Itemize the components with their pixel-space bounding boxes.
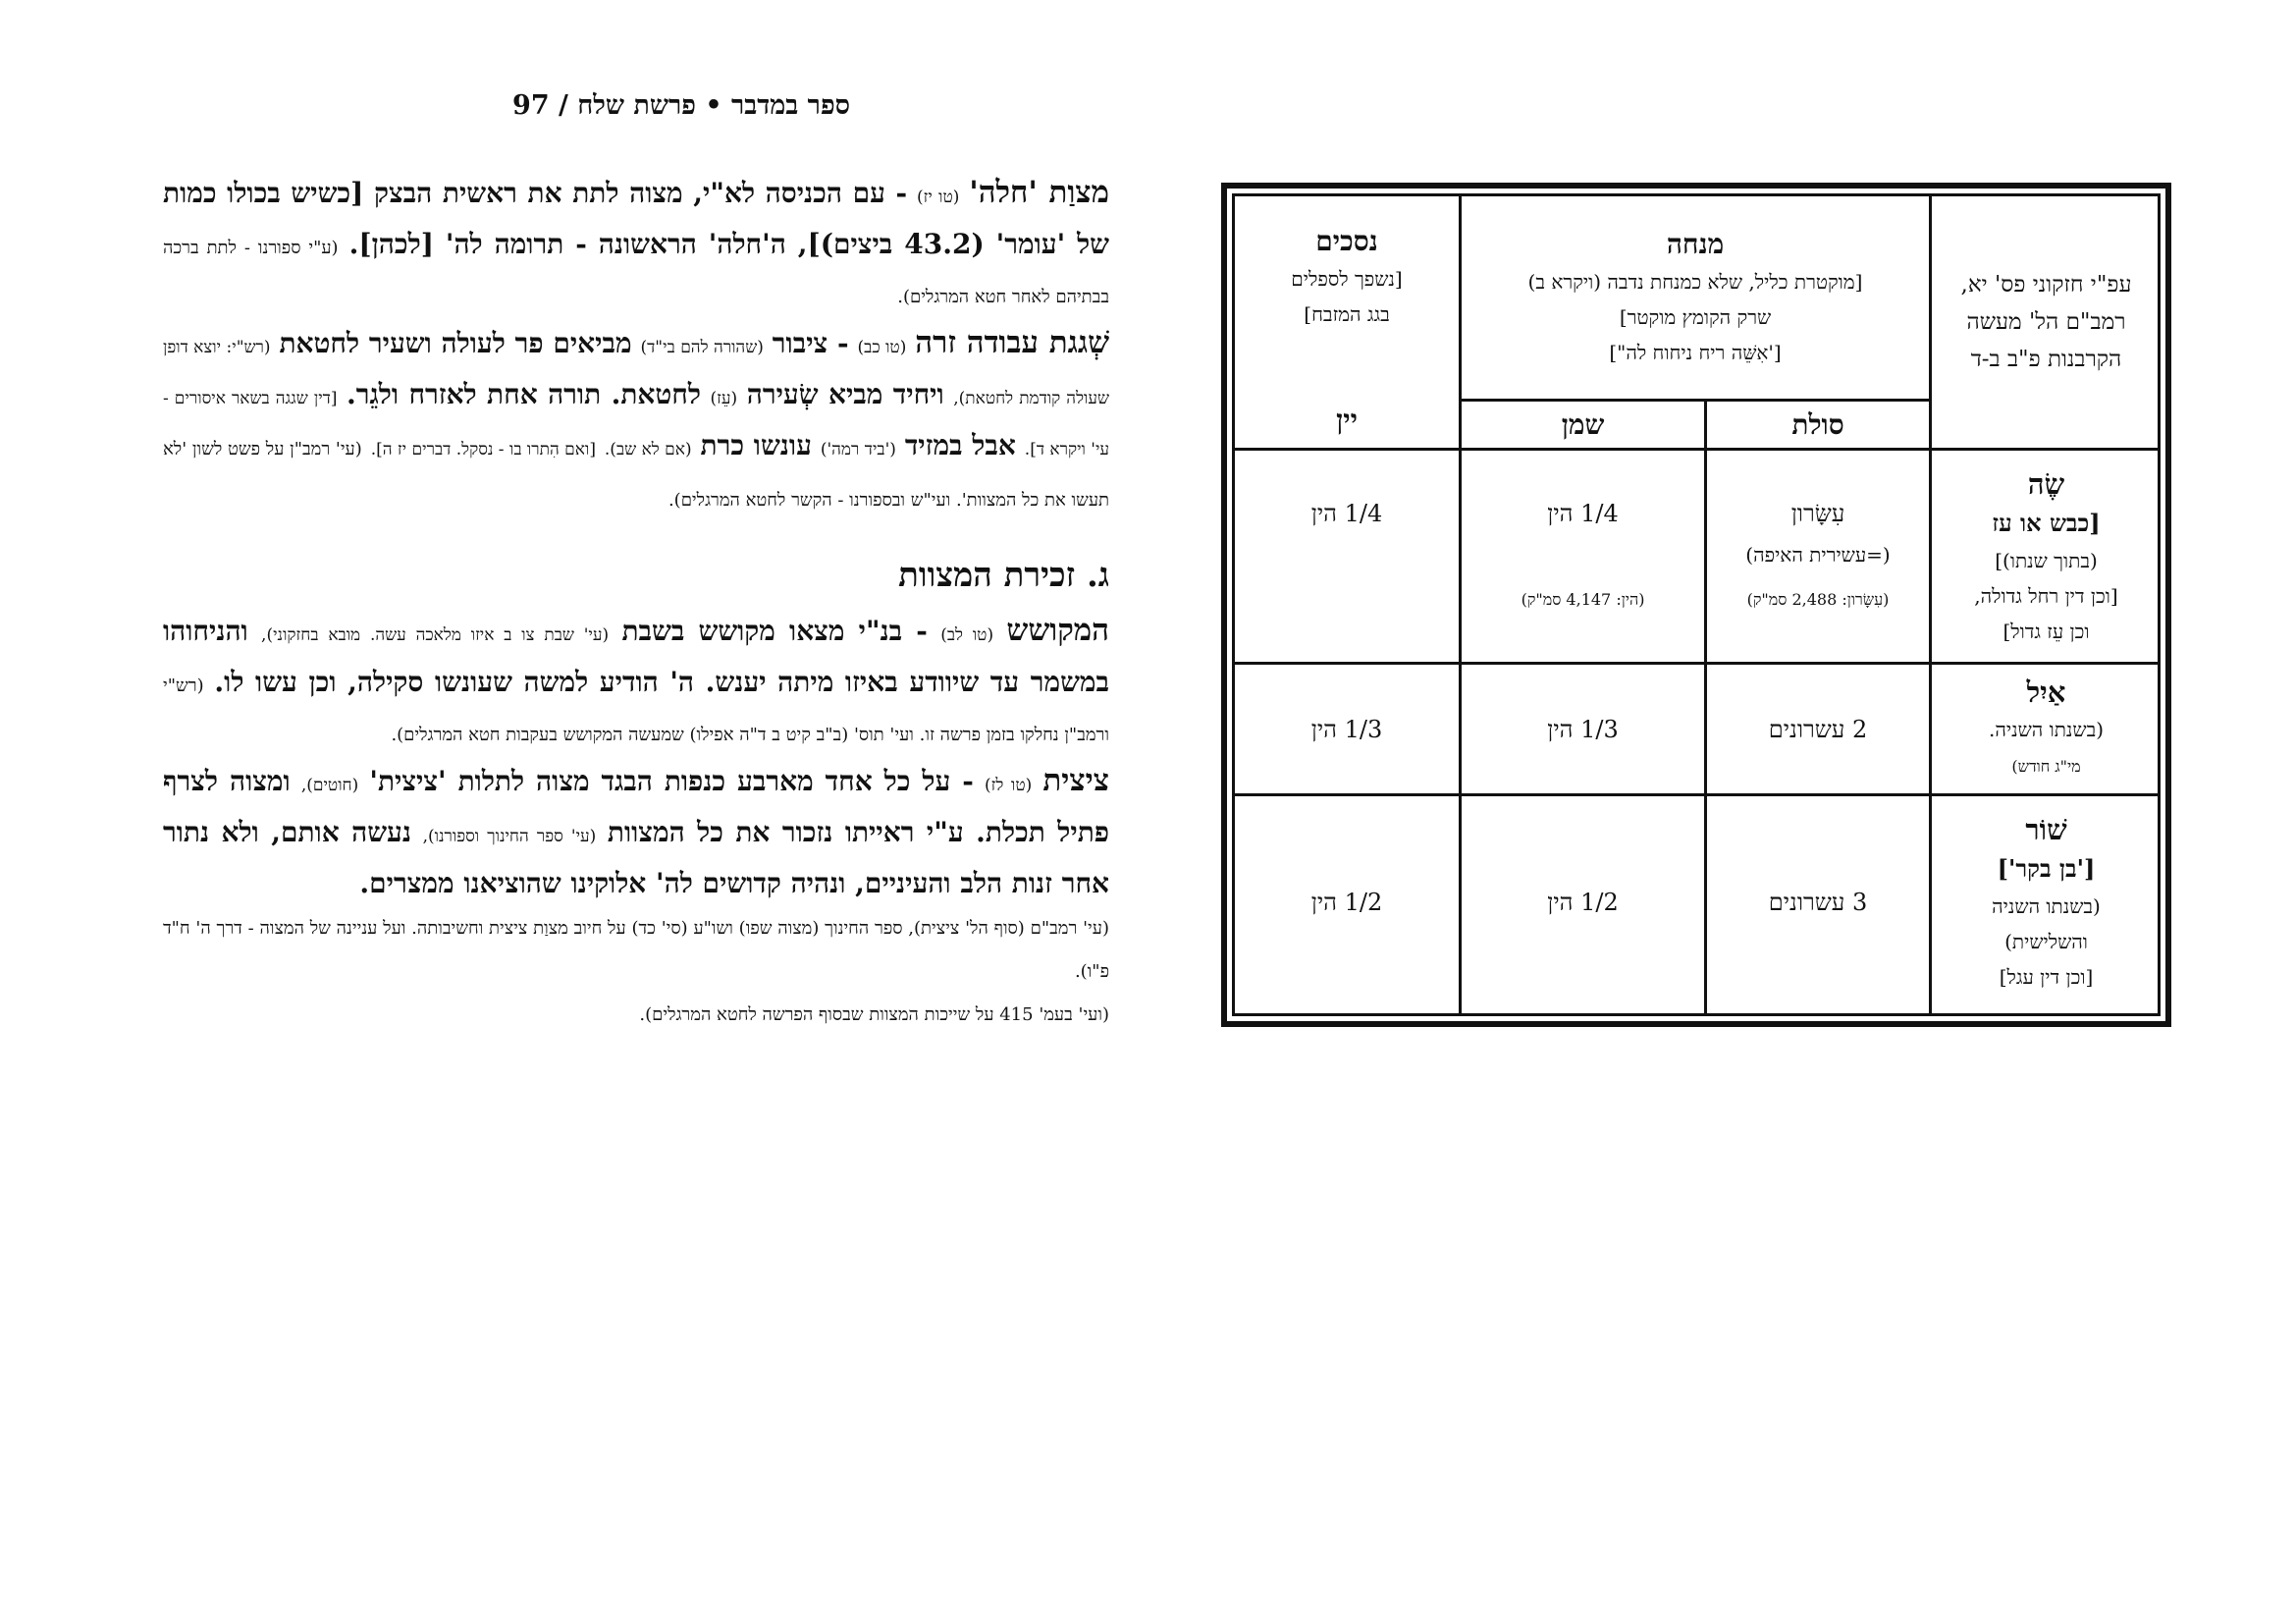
corner-line: עפ"י חזקוני פס' יא, (1960, 272, 2132, 297)
page-header: ספר במדבר • פרשת שלח / 97 (512, 90, 850, 121)
shemen-note: (הין: 4,147 סמ"ק) (1521, 590, 1645, 609)
animal-desc: וכן עֵז גדול] (2002, 619, 2090, 643)
column-header-solet: סולת (1791, 407, 1844, 441)
yayin-cell (1235, 796, 1459, 1008)
animal-name: אַיִל (2026, 675, 2066, 709)
tzibbur-label: - ציבור (772, 327, 849, 359)
nesachim-line: [נשפך לספלים (1291, 267, 1403, 291)
column-header-yayin: יין (1336, 404, 1358, 436)
shemen-value: 1/4 הין (1547, 500, 1619, 527)
animal-desc: ['בן בקר'] (1997, 854, 2096, 883)
mekoshesh-paragraph (163, 607, 1109, 757)
mincha-header (1462, 196, 1929, 399)
animal-name: שׁוֹר (2025, 813, 2067, 846)
mincha-line: שרק הקומץ מוקטר] (1619, 305, 1772, 329)
row-animal-cell (1932, 665, 2161, 793)
yayin-value: 1/4 הין (1310, 500, 1383, 527)
body: לחטאת. תורה אחת לאזרח ולגֵר. (347, 378, 701, 410)
avoda-zara-paragraph (163, 319, 1109, 522)
body: ויחיד מביא שְׂעירה (746, 378, 944, 410)
challah-paragraph (163, 169, 1109, 319)
animal-desc: והשלישית) (2004, 930, 2088, 953)
body: נעשה אותם, ולא נתור אחר זנות הלב והעיניים, ונהיה קדושים לה' אלוקינו שהוציאנו ממצרים. (163, 816, 1109, 899)
body: מביאים פר לעולה ושעיר לחטאת (279, 327, 632, 359)
note: (עי' ספר החינוך וספורנו), (422, 827, 597, 846)
nesachim-title: נסכים (1315, 225, 1378, 257)
im-lo-note: (אם לא שב). (604, 440, 692, 460)
mincha-line: ['אִשֵּׁה ריח ניחוח לה"] (1609, 341, 1782, 364)
sekila-note: [ואם הִתרו בו - נסקל. דברים יז ה]. (370, 440, 596, 460)
animal-desc: (בשנתו השניה (1992, 894, 2101, 918)
body: - בנ"י מצאו מקושש בשבת (621, 615, 928, 647)
shemen-cell (1462, 451, 1704, 662)
term-avoda-zara: שְׁגגת עבודה זרה (915, 325, 1110, 360)
term-challah: מצוַת 'חלה' (969, 175, 1110, 210)
solet-value: 2 עשרונים (1768, 715, 1868, 743)
rashi-note: (רש"י: יוצא דופן שעולה קודמת לחטאת), (163, 338, 1110, 408)
closing-note: (עי' רמב"ם (סוף הל' ציצית), ספר החינוך (מצוה שפו) ושו"ע (סי' כד) על חיוב מצוַת ציצית וחשיבותה. ועל עניינה של המצוה - דרך ה' ח"ד פ"ו). (163, 918, 1109, 982)
corner-line: הקרבנות פ"ב ב-ד (1970, 347, 2122, 372)
ref: (טו לב) (940, 625, 994, 645)
tzitzit-paragraph (163, 757, 1109, 907)
corner-cell (1932, 196, 2161, 448)
row-animal-cell (1932, 796, 2161, 1008)
solet-cell (1707, 665, 1929, 793)
ref: (טו כב) (857, 338, 907, 357)
column-header-shemen: שמן (1561, 407, 1605, 441)
animal-desc: (בשנתו השניה. (1988, 717, 2105, 741)
shemen-value: 1/2 הין (1547, 889, 1619, 916)
solet-cell (1707, 451, 1929, 662)
yayin-cell (1235, 665, 1459, 793)
animal-desc: [כבש או עז (1992, 508, 2101, 537)
nesachim-line: בגג המזבח] (1304, 302, 1390, 326)
note: (עי' רמב"ן על פשט לשון 'לא תעשו את כל המצוות'. ועי"ש ובספורנו - הקשר לחטא המרגלים). (163, 439, 1109, 511)
mincha-title: מנחה (1666, 228, 1725, 260)
animal-desc: [וכן דין רחל גדולה, (1974, 583, 2118, 608)
yayin-value: 1/3 הין (1310, 715, 1383, 743)
animal-desc: [וכן דין עגל] (1999, 965, 2094, 989)
body: אבל במזיד (904, 429, 1016, 461)
offerings-table (1221, 183, 2171, 1027)
solet-cell (1707, 796, 1929, 1008)
animal-desc: (בתוך שנתו)] (1995, 548, 2098, 572)
solet-value: עִשָּׂרון (1790, 500, 1845, 527)
row-animal-cell (1932, 451, 2161, 662)
ez-note: (עֵז) (710, 389, 738, 408)
ref: (טו יז) (917, 188, 960, 207)
body: והניחוהו במשמר עד שיוודע באיזו מיתה יענש. ה' הודיע למשה שעונשו סקילה, וכן עשו לו. (163, 615, 1109, 698)
body: ומצוה לצרף פתיל תכלת. ע"י ראייתו נזכור את כל המצוות (163, 765, 1110, 848)
body: - על כל אחד מארבע כנפות הבגד מצוה לתלות 'ציצית' (369, 765, 974, 797)
shemen-cell (1462, 665, 1704, 793)
solet-value: 3 עשרונים (1768, 889, 1868, 916)
animal-desc: מי"ג חודש) (2011, 756, 2081, 776)
body: - עם הכניסה לא"י, מצוה לתת את ראשית הבצק [כשיש בכולו כמות של 'עומר' (43.2 ביצים)], ה'חלה' הראשונה - תרומה לה' [לכהן]. (163, 177, 1110, 260)
mincha-line: [מוקטרת כליל, שלא כמנחת נדבה (ויקרא ב) (1527, 270, 1863, 294)
ref: (טו לז) (985, 776, 1033, 795)
animal-name: שֶׂה (2027, 466, 2065, 501)
section-title: ג. זכירת המצוות (898, 556, 1109, 595)
note: (ע"י ספורנו - לתת ברכה בבתיהם לאחר חטא המרגלים). (163, 238, 1109, 307)
note: (רש"י ורמב"ן נחלקו בזמן פרשה זו. ועי' תוס' (ב"ב קיט ב ד"ה אפילו) שמעשה המקושש בעקבות חטא המרגלים). (163, 676, 1109, 745)
tzibbur-note: (שהורה להם בי"ד) (640, 338, 764, 357)
body: עונשו כרת (700, 429, 812, 461)
yayin-value: 1/2 הין (1310, 889, 1383, 916)
solet-sub: (=עשירית האיפה) (1745, 543, 1891, 567)
term-mekoshesh: המקושש (1006, 613, 1110, 648)
closing-note: (ועי' בעמ' 415 על שייכות המצוות שבסוף הפרשה לחטא המרגלים). (639, 1004, 1109, 1025)
nesachim-header (1235, 196, 1459, 393)
chutim-note: (חוטים), (300, 776, 359, 795)
term-tzitzit: ציצית (1042, 763, 1110, 798)
shemen-value: 1/3 הין (1547, 715, 1619, 743)
shemen-cell (1462, 796, 1704, 1008)
biyad-note: ('ביד רמה') (820, 440, 896, 460)
solet-note: (עִשָּׂרון: 2,488 סמ"ק) (1746, 590, 1890, 609)
din-note: [דין שגגה בשאר איסורים - עי' ויקרא ד]. (163, 389, 1110, 460)
note: (עי' שבת צו ב איזו מלאכה עשה. מובא בחזקוני), (261, 625, 610, 645)
yayin-cell (1235, 451, 1459, 662)
table-grid (1232, 193, 2161, 1016)
main-text (163, 169, 1109, 1037)
corner-line: רמב"ם הל' מעשה (1966, 309, 2126, 335)
